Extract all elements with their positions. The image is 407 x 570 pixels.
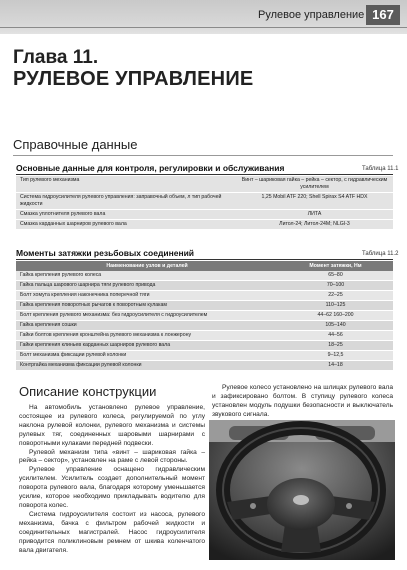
- table2: [16, 261, 393, 371]
- table2-row: [16, 311, 393, 321]
- table1-heading-rule: [16, 174, 393, 175]
- chapter-number: Глава 11.: [13, 47, 99, 68]
- table2-value: 44–56: [278, 331, 393, 341]
- table1-param: Смазка карданных шарниров рулевого вала: [20, 221, 127, 227]
- paragraph: Рулевое управление оснащено гидравлическим усилителем. Усилитель создает дополнительный момент поворота рулевого вала, благодаря которому уменьшается усилие, которое необходимо прикладывать водителю для поворота колес.: [19, 466, 205, 509]
- table1-row: [16, 220, 393, 229]
- page-number: 167: [366, 5, 400, 25]
- table2-row: [16, 291, 393, 301]
- description-title: Описание конструкции: [19, 384, 157, 399]
- table2-name: Болт механизма фиксации рулевой колонки: [16, 351, 278, 361]
- table1-row: [16, 176, 393, 192]
- paragraph: На автомобиль установлено рулевое управление, состоящее из рулевого колеса, регулируемой по углу наклона рулевой колонки, рулевого механизма и системы рулевых тяг, соединенных шаровыми шарнирами с поворотными кулаками передней подвески.: [19, 404, 205, 447]
- description-right-column: [212, 384, 393, 420]
- table2-caption: Таблица 11.2: [362, 251, 399, 257]
- table2-header-row: [16, 261, 393, 271]
- table2-value: 110–125: [278, 301, 393, 311]
- table2-value: 22–25: [278, 291, 393, 301]
- table1-row: [16, 193, 393, 209]
- table2-name: Болт крепления рулевого механизма: без гидроусилителя с гидроусилителем: [16, 311, 278, 321]
- table2-row: [16, 341, 393, 351]
- table1-value: Винт – шариковая гайка – рейка – сектор, с гидравлическим усилителем: [241, 177, 388, 190]
- table2-row: [16, 281, 393, 291]
- table2-row: [16, 301, 393, 311]
- table2-col-value: Момент затяжки, Нм: [278, 261, 393, 271]
- table1: [16, 176, 393, 229]
- table2-value: 70–100: [278, 281, 393, 291]
- table2-value: 105–140: [278, 321, 393, 331]
- reference-data-title: Справочные данные: [13, 137, 138, 152]
- running-header-section: Рулевое управление: [258, 9, 365, 21]
- table2-heading: Моменты затяжки резьбовых соединений: [16, 248, 195, 258]
- paragraph: Рулевой механизм типа «винт – шариковая гайка – рейка – сектор», установлен на раме с левой стороны.: [19, 448, 205, 465]
- reference-title-rule: [13, 155, 393, 156]
- table2-value: 14–18: [278, 361, 393, 371]
- table2-name: Гайка крепления рулевого колеса: [16, 271, 278, 281]
- table2-name: Гайка крепления сошки: [16, 321, 278, 331]
- table2-col-name: Наименование узлов и деталей: [16, 261, 278, 271]
- table2-value: 9–12,5: [278, 351, 393, 361]
- table1-row: [16, 210, 393, 219]
- table1-heading: Основные данные для контроля, регулировки и обслуживания: [16, 163, 285, 173]
- description-left-column: [19, 404, 205, 555]
- table1-param: Система гидроусилителя рулевого управления: заправочный объем, л тип рабочей жидкости: [20, 194, 222, 207]
- table1-caption: Таблица 11.1: [362, 166, 399, 172]
- header-rule: [0, 27, 407, 28]
- table1-value: ЛИТА: [307, 211, 322, 217]
- steering-wheel-icon: [209, 420, 395, 560]
- table2-row: [16, 331, 393, 341]
- table2-value: 65–80: [278, 271, 393, 281]
- steering-wheel-photo: [209, 420, 395, 560]
- table1-param: Смазка уплотнителя рулевого вала: [20, 211, 106, 217]
- table2-name: Гайки болтов крепления кронштейна рулевого механизма к лонжерону: [16, 331, 278, 341]
- table2-name: Болт хомута крепления наконечника поперечной тяги: [16, 291, 278, 301]
- table2-name: Контргайка механизма фиксации рулевой колонки: [16, 361, 278, 371]
- table2-value: 18–25: [278, 341, 393, 351]
- chapter-title: РУЛЕВОЕ УПРАВЛЕНИЕ: [13, 68, 254, 90]
- table1-param: Тип рулевого механизма: [20, 177, 80, 183]
- table2-name: Гайка пальца шарового шарнира тяги рулевого привода: [16, 281, 278, 291]
- table2-value: 44–62 160–200: [278, 311, 393, 321]
- table2-heading-rule: [16, 259, 393, 260]
- table1-value: 1,25 Mobil ATF 220; Shell Spirax S4 ATF HDX: [261, 194, 368, 200]
- table2-row: [16, 351, 393, 361]
- table2-row: [16, 361, 393, 371]
- table2-name: Гайка крепления поворотных рычагов к поворотным кулакам: [16, 301, 278, 311]
- table2-name: Гайки крепления клиньев карданных шарниров рулевого вала: [16, 341, 278, 351]
- paragraph: Рулевое колесо установлено на шлицах рулевого вала и зафиксировано болтом. В ступицу рулевого колеса установлен модуль подушки безопасности и выключатель звукового сигнала.: [212, 384, 393, 418]
- paragraph: Система гидроусилителя состоит из насоса, рулевого механизма, бачка с фильтром рабочей жидкости и соединительных магистралей. Насос гидроусилителя приводится поликлиновым ремнем от шкива коленчатого вала двигателя.: [19, 510, 205, 554]
- table2-row: [16, 271, 393, 281]
- table1-value: Литол-24; Литол-24М; NLGI-3: [279, 221, 350, 227]
- table2-row: [16, 321, 393, 331]
